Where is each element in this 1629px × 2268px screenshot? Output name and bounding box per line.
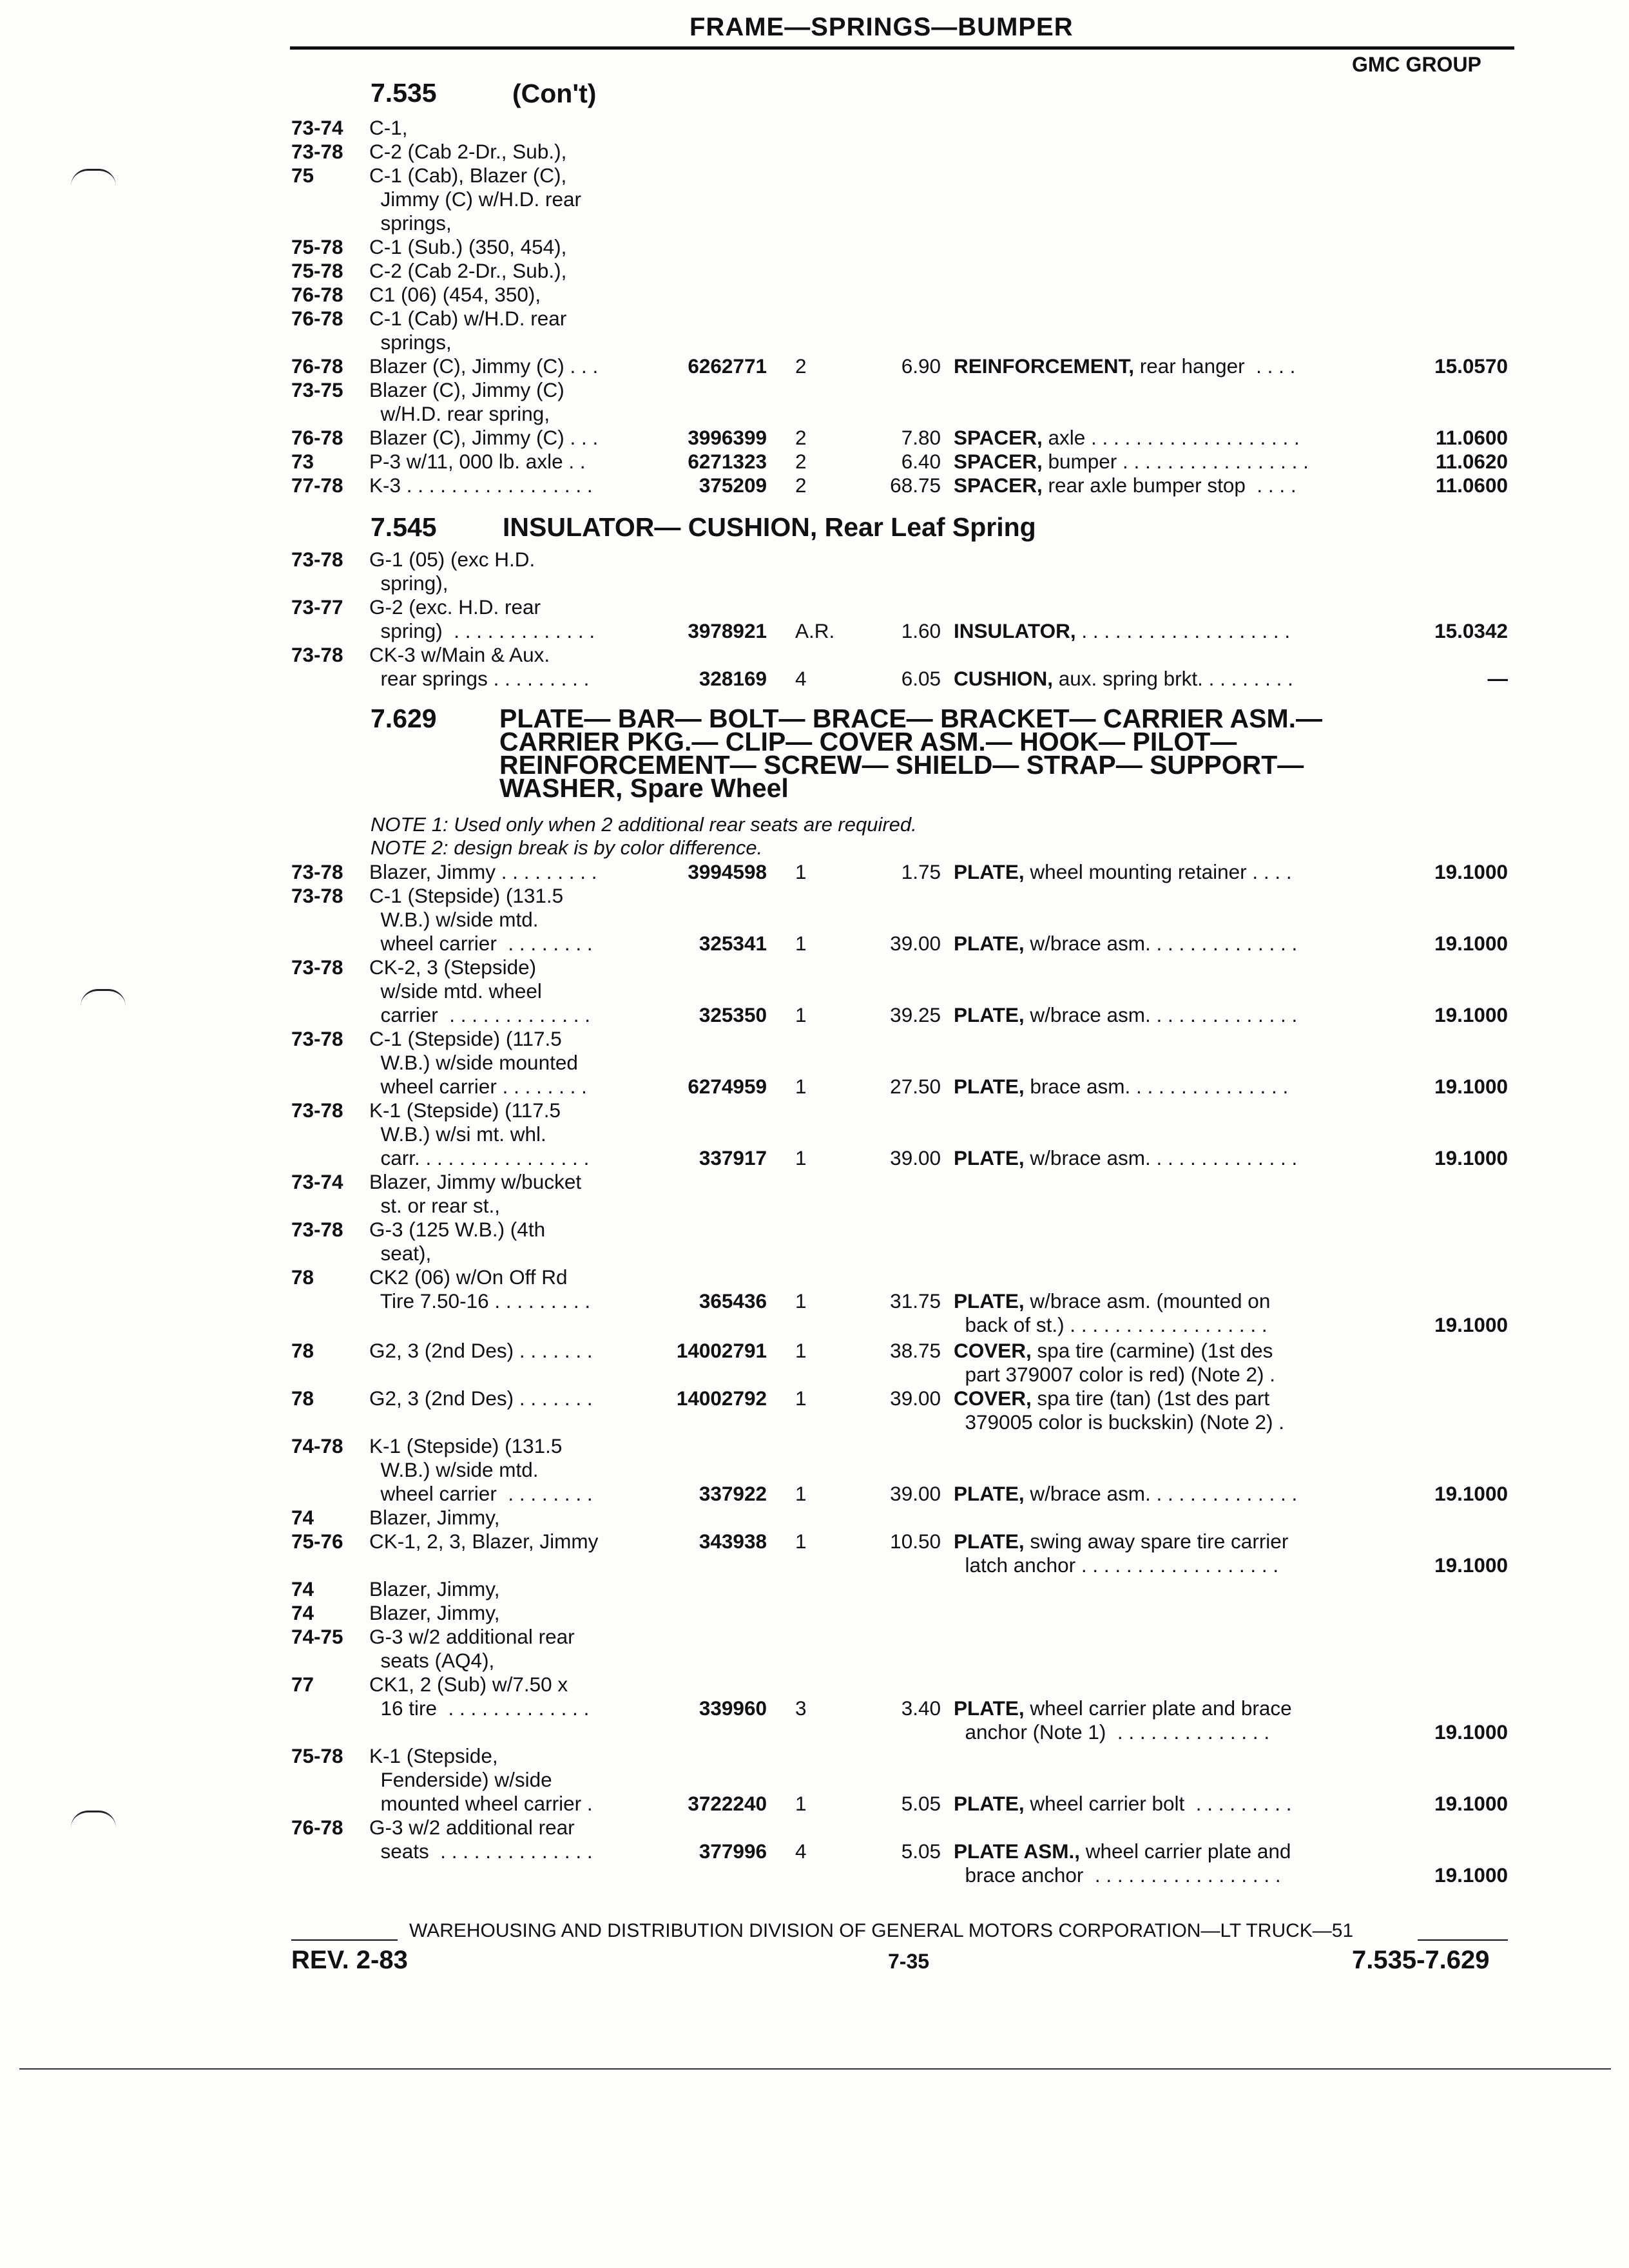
part-number: 365436 — [699, 1289, 767, 1312]
page-title: FRAME—SPRINGS—BUMPER — [689, 13, 1074, 41]
quantity: 2 — [795, 354, 807, 378]
part-description — [954, 1387, 1366, 1434]
part-detail: w/brace asm. (mounted on back of st.) . . . . . . . . . . . . . . . . . . — [965, 1289, 1271, 1336]
price: 31.75 — [890, 1289, 941, 1312]
price: 1.75 — [901, 860, 941, 883]
part-name: SPACER, — [954, 450, 1043, 473]
model-application: CK2 (06) w/On Off Rd Tire 7.50-16 . . . . . . . . . — [369, 1265, 591, 1312]
quantity: 1 — [795, 1003, 807, 1026]
model-application: C-1 (Cab), Blazer (C), Jimmy (C) w/H.D. rear springs, — [369, 164, 581, 235]
model-application: CK-2, 3 (Stepside) w/side mtd. wheel carrier . . . . . . . . . . . . . — [369, 956, 591, 1026]
model-year: 74 — [291, 1577, 314, 1600]
part-number: 14002792 — [676, 1387, 767, 1410]
model-application: K-1 (Stepside) (131.5 W.B.) w/side mtd. wheel carrier . . . . . . . . — [369, 1434, 593, 1505]
part-detail: w/brace asm. . . . . . . . . . . . . . — [1024, 1146, 1298, 1169]
model-year: 78 — [291, 1339, 314, 1362]
note: NOTE 1: Used only when 2 additional rear seats are required. — [371, 813, 917, 836]
group-reference: 19.1000 — [1434, 932, 1508, 955]
model-year: 73-77 — [291, 595, 343, 619]
part-number: 337922 — [699, 1482, 767, 1505]
quantity: 1 — [795, 1339, 807, 1362]
part-number: 337917 — [699, 1146, 767, 1169]
quantity: A.R. — [795, 619, 835, 642]
part-name: SPACER, — [954, 474, 1043, 497]
section-title-line: WASHER, Spare Wheel — [499, 773, 789, 803]
part-description — [954, 667, 1366, 691]
part-number: 328169 — [699, 667, 767, 690]
group-label: GMC GROUP — [1352, 53, 1481, 76]
part-description — [954, 1289, 1366, 1337]
part-detail: wheel carrier bolt . . . . . . . . . — [1024, 1792, 1292, 1815]
model-application: G2, 3 (2nd Des) . . . . . . . — [369, 1339, 593, 1362]
quantity: 1 — [795, 860, 807, 883]
model-application: G-2 (exc. H.D. rear spring) . . . . . . . . . . . . . — [369, 595, 595, 642]
model-year: 73-78 — [291, 1218, 343, 1241]
quantity: 1 — [795, 1387, 807, 1410]
section-title: (Con't) — [512, 79, 597, 108]
model-application: Blazer, Jimmy . . . . . . . . . — [369, 860, 597, 883]
model-year: 73-78 — [291, 956, 343, 979]
part-description — [954, 1530, 1366, 1577]
group-reference: 19.1000 — [1434, 1075, 1508, 1098]
group-reference: — — [1487, 667, 1508, 690]
part-name: CUSHION, — [954, 667, 1054, 690]
section-title-line: PLATE— BAR— BOLT— BRACE— BRACKET— CARRIER ASM.— — [499, 704, 1323, 733]
price: 39.00 — [890, 1482, 941, 1505]
model-application: CK1, 2 (Sub) w/7.50 x 16 tire . . . . . . . . . . . . . — [369, 1673, 590, 1720]
part-number: 325341 — [699, 932, 767, 955]
model-application: C-1 (Stepside) (131.5 W.B.) w/side mtd. wheel carrier . . . . . . . . — [369, 884, 593, 955]
model-year: 78 — [291, 1265, 314, 1289]
model-application: Blazer, Jimmy w/bucket st. or rear st., — [369, 1170, 582, 1217]
part-description — [954, 1696, 1366, 1744]
part-number: 6262771 — [688, 354, 767, 378]
quantity: 1 — [795, 1792, 807, 1815]
part-description — [954, 619, 1366, 643]
model-year: 73-74 — [291, 1170, 343, 1193]
model-application: CK-1, 2, 3, Blazer, Jimmy — [369, 1530, 599, 1553]
part-name: PLATE, — [954, 1075, 1025, 1098]
model-application: Blazer, Jimmy, — [369, 1601, 500, 1624]
model-application: C-1 (Cab) w/H.D. rear springs, — [369, 307, 567, 354]
part-number: 3996399 — [688, 426, 767, 449]
model-year: 78 — [291, 1387, 314, 1410]
price: 38.75 — [890, 1339, 941, 1362]
part-detail: w/brace asm. . . . . . . . . . . . . . — [1024, 932, 1298, 955]
part-detail: aux. spring brkt. . . . . . . . . — [1053, 667, 1293, 690]
model-application: Blazer, Jimmy, — [369, 1577, 500, 1600]
part-name: PLATE ASM., — [954, 1840, 1080, 1863]
model-year: 73-74 — [291, 116, 343, 139]
group-reference: 15.0570 — [1434, 354, 1508, 378]
part-detail: rear hanger . . . . — [1134, 354, 1296, 378]
model-application: K-3 . . . . . . . . . . . . . . . . . — [369, 474, 593, 497]
group-reference: 19.1000 — [1434, 1313, 1508, 1336]
part-detail: w/brace asm. . . . . . . . . . . . . . — [1024, 1482, 1298, 1505]
part-name: SPACER, — [954, 426, 1043, 449]
model-year: 75 — [291, 164, 314, 187]
price: 68.75 — [890, 474, 941, 497]
quantity: 1 — [795, 1146, 807, 1169]
part-description — [954, 1840, 1366, 1887]
model-year: 76-78 — [291, 1816, 343, 1839]
part-description — [954, 1146, 1366, 1170]
page-number: 7-35 — [888, 1950, 930, 1973]
model-year: 73-78 — [291, 860, 343, 883]
part-name: PLATE, — [954, 1289, 1025, 1312]
model-application: Blazer (C), Jimmy (C) w/H.D. rear spring, — [369, 378, 564, 425]
group-reference: 19.1000 — [1434, 1553, 1508, 1577]
model-application: C-1 (Stepside) (117.5 W.B.) w/side mounted wheel carrier . . . . . . . . — [369, 1027, 587, 1098]
part-detail: rear axle bumper stop . . . . — [1042, 474, 1296, 497]
part-description — [954, 450, 1366, 474]
footer-text: WAREHOUSING AND DISTRIBUTION DIVISION OF GENERAL MOTORS CORPORATION—LT TRUCK—51 — [409, 1920, 1354, 1941]
group-reference: 11.0600 — [1435, 474, 1508, 497]
group-reference: 11.0600 — [1435, 426, 1508, 449]
part-name: PLATE, — [954, 860, 1025, 883]
note: NOTE 2: design break is by color difference. — [371, 836, 763, 859]
part-number: 3722240 — [688, 1792, 767, 1815]
part-name: PLATE, — [954, 932, 1025, 955]
part-number: 339960 — [699, 1696, 767, 1720]
part-description — [954, 932, 1366, 956]
part-description — [954, 1482, 1366, 1506]
model-application: G-3 (125 W.B.) (4th seat), — [369, 1218, 546, 1265]
part-number: 6271323 — [688, 450, 767, 473]
part-number: 14002791 — [676, 1339, 767, 1362]
part-name: PLATE, — [954, 1696, 1025, 1720]
model-year: 74-78 — [291, 1434, 343, 1457]
part-description — [954, 354, 1366, 378]
model-year: 76-78 — [291, 426, 343, 449]
part-name: PLATE, — [954, 1482, 1025, 1505]
part-description — [954, 426, 1366, 450]
quantity: 1 — [795, 932, 807, 955]
bottom-rule — [19, 2068, 1611, 2070]
punch-hole-mark — [81, 989, 126, 1006]
section-title-line: REINFORCEMENT— SCREW— SHIELD— STRAP— SUPPORT— — [499, 750, 1304, 780]
part-detail: w/brace asm. . . . . . . . . . . . . . — [1024, 1003, 1298, 1026]
model-application: G-1 (05) (exc H.D. spring), — [369, 548, 535, 595]
part-number: 325350 — [699, 1003, 767, 1026]
model-year: 74 — [291, 1506, 314, 1529]
model-year: 76-78 — [291, 354, 343, 378]
model-application: Blazer (C), Jimmy (C) . . . — [369, 354, 599, 378]
model-application: G-3 w/2 additional rear seats (AQ4), — [369, 1625, 575, 1672]
section-range: 7.535-7.629 — [1352, 1946, 1490, 1974]
price: 10.50 — [890, 1530, 941, 1553]
group-reference: 19.1000 — [1434, 860, 1508, 883]
quantity: 4 — [795, 667, 807, 690]
quantity: 2 — [795, 450, 807, 473]
punch-hole-mark — [71, 1811, 116, 1828]
price: 7.80 — [901, 426, 941, 449]
punch-hole-mark — [71, 169, 116, 186]
quantity: 1 — [795, 1482, 807, 1505]
footer-rule — [1418, 1939, 1508, 1941]
part-name: PLATE, — [954, 1146, 1025, 1169]
part-detail: axle . . . . . . . . . . . . . . . . . . . — [1042, 426, 1300, 449]
part-detail: brace asm. . . . . . . . . . . . . . . — [1024, 1075, 1289, 1098]
model-application: CK-3 w/Main & Aux. rear springs . . . . . . . . . — [369, 643, 590, 690]
model-application: C-2 (Cab 2-Dr., Sub.), — [369, 140, 567, 163]
part-detail: swing away spare tire carrier latch anchor . . . . . . . . . . . . . . . . . . — [965, 1530, 1289, 1577]
group-reference: 19.1000 — [1434, 1792, 1508, 1815]
quantity: 1 — [795, 1075, 807, 1098]
quantity: 1 — [795, 1530, 807, 1553]
part-detail: wheel mounting retainer . . . . — [1024, 860, 1292, 883]
model-year: 75-76 — [291, 1530, 343, 1553]
model-application: C-1 (Sub.) (350, 454), — [369, 235, 567, 258]
model-application: Blazer, Jimmy, — [369, 1506, 500, 1529]
part-detail: spa tire (tan) (1st des part 379005 color is buckskin) (Note 2) . — [965, 1387, 1284, 1434]
part-number: 3978921 — [688, 619, 767, 642]
section-number: 7.535 — [371, 78, 437, 108]
price: 39.00 — [890, 1146, 941, 1169]
price: 39.00 — [890, 932, 941, 955]
revision-label: REV. 2-83 — [291, 1946, 408, 1974]
part-name: PLATE, — [954, 1530, 1025, 1553]
model-application: P-3 w/11, 000 lb. axle . . — [369, 450, 586, 473]
part-number: 6274959 — [688, 1075, 767, 1098]
model-year: 74 — [291, 1601, 314, 1624]
model-year: 73-78 — [291, 1027, 343, 1050]
model-year: 73-78 — [291, 140, 343, 163]
part-description — [954, 1075, 1366, 1099]
price: 6.05 — [901, 667, 941, 690]
model-year: 77-78 — [291, 474, 343, 497]
model-year: 73 — [291, 450, 314, 473]
model-application: K-1 (Stepside) (117.5 W.B.) w/si mt. whl. carr. . . . . . . . . . . . . . . . — [369, 1099, 590, 1169]
price: 6.90 — [901, 354, 941, 378]
model-application: G2, 3 (2nd Des) . . . . . . . — [369, 1387, 593, 1410]
part-description — [954, 1792, 1366, 1816]
model-application: G-3 w/2 additional rear seats . . . . . . . . . . . . . . — [369, 1816, 593, 1863]
model-year: 73-75 — [291, 378, 343, 401]
quantity: 4 — [795, 1840, 807, 1863]
model-year: 75-78 — [291, 1744, 343, 1767]
group-reference: 19.1000 — [1434, 1863, 1508, 1887]
header-rule — [290, 46, 1514, 50]
part-description — [954, 860, 1366, 884]
part-detail: wheel carrier plate and brace anchor . . . . . . . . . . . . . . . . . — [965, 1840, 1291, 1887]
part-name: PLATE, — [954, 1003, 1025, 1026]
footer-rule — [291, 1939, 398, 1941]
part-description — [954, 1339, 1366, 1387]
part-name: COVER, — [954, 1339, 1032, 1362]
price: 5.05 — [901, 1792, 941, 1815]
section-title: INSULATOR— CUSHION, Rear Leaf Spring — [503, 512, 1036, 542]
model-application: C-2 (Cab 2-Dr., Sub.), — [369, 259, 567, 282]
model-year: 73-78 — [291, 643, 343, 666]
part-name: PLATE, — [954, 1792, 1025, 1815]
model-application: C1 (06) (454, 350), — [369, 283, 541, 306]
part-number: 375209 — [699, 474, 767, 497]
quantity: 1 — [795, 1289, 807, 1312]
section-number: 7.629 — [371, 704, 437, 733]
model-application: Blazer (C), Jimmy (C) . . . — [369, 426, 599, 449]
price: 1.60 — [901, 619, 941, 642]
model-year: 73-78 — [291, 1099, 343, 1122]
model-application: K-1 (Stepside, Fenderside) w/side mounted wheel carrier . — [369, 1744, 593, 1815]
price: 5.05 — [901, 1840, 941, 1863]
group-reference: 19.1000 — [1434, 1146, 1508, 1169]
model-year: 74-75 — [291, 1625, 343, 1648]
price: 6.40 — [901, 450, 941, 473]
price: 27.50 — [890, 1075, 941, 1098]
model-year: 76-78 — [291, 283, 343, 306]
group-reference: 15.0342 — [1434, 619, 1508, 642]
part-name: REINFORCEMENT, — [954, 354, 1135, 378]
quantity: 2 — [795, 426, 807, 449]
part-number: 343938 — [699, 1530, 767, 1553]
part-name: COVER, — [954, 1387, 1032, 1410]
part-detail: spa tire (carmine) (1st des part 379007 color is red) (Note 2) . — [965, 1339, 1275, 1386]
group-reference: 19.1000 — [1434, 1482, 1508, 1505]
quantity: 3 — [795, 1696, 807, 1720]
quantity: 2 — [795, 474, 807, 497]
group-reference: 19.1000 — [1434, 1720, 1508, 1744]
price: 39.00 — [890, 1387, 941, 1410]
model-year: 75-78 — [291, 259, 343, 282]
model-year: 73-78 — [291, 884, 343, 907]
model-application: C-1, — [369, 116, 408, 139]
price: 39.25 — [890, 1003, 941, 1026]
part-detail: bumper . . . . . . . . . . . . . . . . . — [1042, 450, 1309, 473]
group-reference: 11.0620 — [1435, 450, 1508, 473]
model-year: 77 — [291, 1673, 314, 1696]
part-description — [954, 474, 1366, 497]
part-description — [954, 1003, 1366, 1027]
model-year: 76-78 — [291, 307, 343, 330]
section-number: 7.545 — [371, 512, 437, 542]
group-reference: 19.1000 — [1434, 1003, 1508, 1026]
part-number: 3994598 — [688, 860, 767, 883]
part-detail: wheel carrier plate and brace anchor (Note 1) . . . . . . . . . . . . . . — [965, 1696, 1292, 1744]
price: 3.40 — [901, 1696, 941, 1720]
model-year: 75-78 — [291, 235, 343, 258]
model-year: 73-78 — [291, 548, 343, 571]
section-title-line: CARRIER PKG.— CLIP— COVER ASM.— HOOK— PILOT— — [499, 727, 1237, 756]
part-name: INSULATOR, — [954, 619, 1076, 642]
part-number: 377996 — [699, 1840, 767, 1863]
part-detail: . . . . . . . . . . . . . . . . . . . — [1075, 619, 1291, 642]
